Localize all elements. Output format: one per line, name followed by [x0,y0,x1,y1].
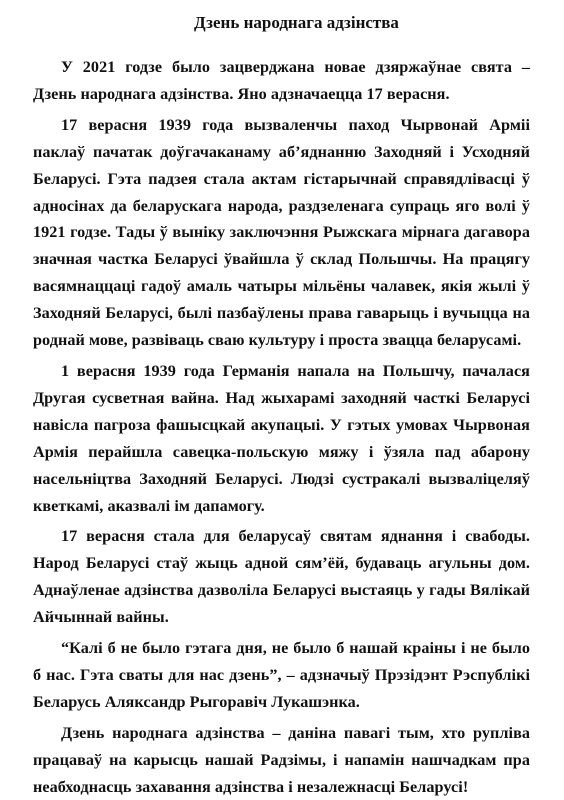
paragraph-2: 17 верасня 1939 года вызваленчы паход Чырвонай Арміі паклаў пачатак доўгачаканаму аб’яднанню Заходняй і Усходняй Беларусі. Гэта падзея стала актам гістарычнай справядлівасці ў адносінах да беларускага народа, раздзеленага супраць яго волі ў 1921 годзе. Тады ў выніку заключэння Рыжскага мірнага дагавора значная частка Беларусі ўвайшла ў склад Польшчы. На працягу васямнаццаці гадоў амаль чатыры мільёны чалавек, якія жылі ў Заходняй Беларусі, былі пазбаўлены права гаварыць і вучыцца на роднай мове, развіваць сваю культуру і проста звацца беларусамі. [33,115,530,350]
document-title: Дзень народнага адзінства [194,13,399,32]
paragraph-4: 17 верасня стала для беларусаў святам яднання і свабоды. Народ Беларусі стаў жыць адной сям’ёй, будаваць агульны дом. Аднаўленае адзінства дазволіла Беларусі выстаяць у гады Вялікай Айчыннай вайны. [33,527,530,627]
paragraph-1: У 2021 годзе было зацверджана новае дзяржаўнае свята – Дзень народнага адзінства. Яно адзначаецца 17 верасня. [33,58,530,103]
paragraph-3: 1 верасня 1939 года Германія напала на Польшчу, пачалася Другая сусветная вайна. Над жыхарамі заходняй часткі Беларусі навісла пагроза фашысцкай акупацыі. У гэтых умовах Чырвоная Армія перайшла савецка-польскую мяжу і ўзяла пад абарону насельніцтва Заходняй Беларусі. Людзі сустракалі вызваліцеляў кветкамі, аказвалі ім дапамогу. [33,361,530,515]
paragraph-6: Дзень народнага адзінства – даніна павагі тым, хто руплiва працаваў на карысць нашай Радзімы, і напамін нашчадкам пра неабходнасць захавання адзінства і незалежнасці Беларусі! [33,723,530,796]
paragraph-5-quote: “Калі б не было гэтага дня, не было б нашай краіны і не было б нас. Гэта сваты для нас дзень”, – адзначыў Прэзідэнт Рэспублікі Беларусь Аляксандр Рыгоравіч Лукашэнка. [33,639,530,711]
